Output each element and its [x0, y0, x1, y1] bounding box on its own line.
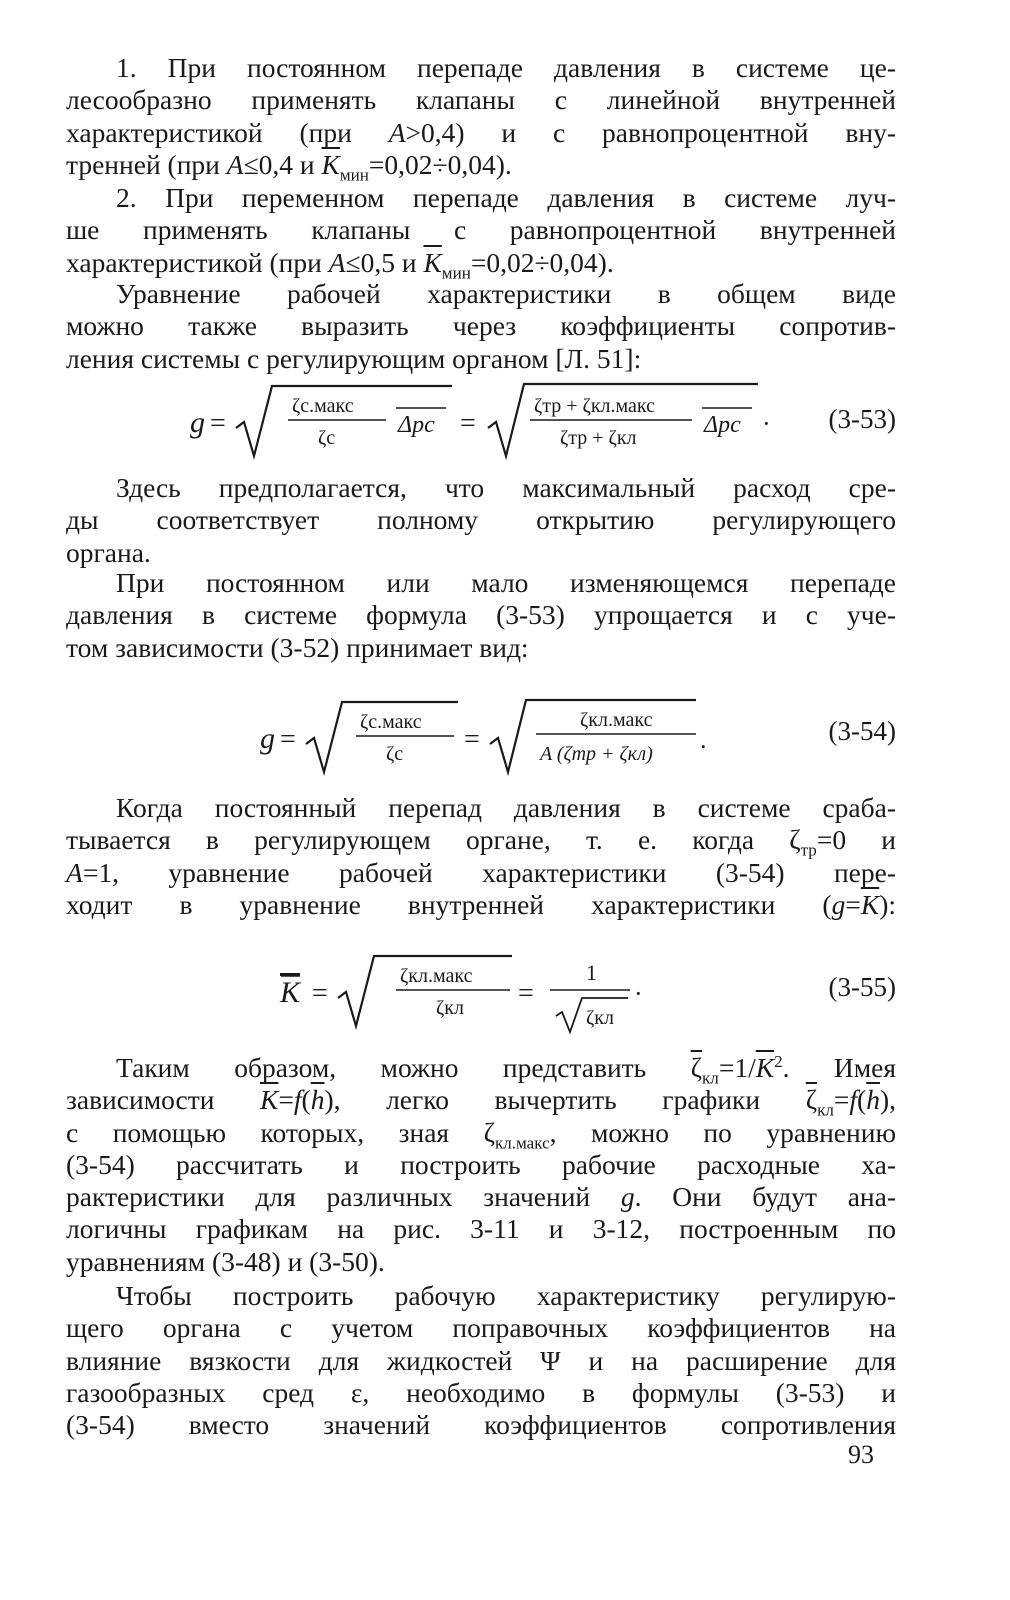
f53-dp-1: Δpс [398, 412, 435, 438]
f55-eq-1: = [312, 978, 328, 1009]
f53-num-2: ζтр + ζкл.макс [534, 395, 656, 417]
p7-line-2: зависимости $\overline{K}=f(\overline{h})$, легко вычертить графики $\overline{\zeta}_{кл}=f(\overline{h})$, [66, 1084, 896, 1120]
f54-den-1: ζс [386, 743, 404, 765]
equation-number-3-53: (3-53) [828, 404, 896, 434]
p8-line-1: Чтобы построить рабочую характеристику регулирую- [116, 1280, 896, 1311]
equation-number-3-55: (3-55) [828, 972, 896, 1002]
f54-eq-1: = [280, 724, 296, 755]
paragraph-8 [66, 1280, 896, 1441]
f55-num-1: ζкл.макс [400, 965, 473, 987]
p8-line-5: (3-54) вместо значений коэффициентов сопротивления [66, 1409, 896, 1441]
p3-line-1: Уравнение рабочей характеристики в общем виде [116, 278, 896, 309]
formula-3-54 [66, 694, 896, 780]
paragraph-7 [66, 1052, 896, 1278]
p8-line-4: газообразных сред ε, необходимо в формулы (3-53) и [66, 1376, 896, 1408]
paragraph-6 [66, 792, 896, 921]
p5-line-2: давления в системе формула (3-53) упрощается и с уче- [66, 599, 896, 631]
paragraph-1 [66, 52, 896, 185]
f53-dp-2: Δpс [704, 412, 741, 438]
p5-line-1: При постоянном или мало изменяющемся перепаде [116, 567, 896, 598]
f53-den-1: ζс [318, 427, 336, 449]
p6-line-2: тывается в регулирующем органе, т. е. когда $\zeta_{тр}=0$ и [66, 824, 896, 860]
f54-num-2: ζкл.макс [580, 709, 653, 731]
formula-3-53 [66, 378, 896, 464]
formula-3-54-graphic [66, 694, 896, 780]
f53-lhs: g [190, 406, 205, 439]
p1-line-3: характеристикой (при A>0,4) и с равнопроцентной вну- [66, 116, 896, 148]
p2-line-1: 2. При переменном перепаде давления в системе луч- [116, 182, 896, 213]
f55-den-1: ζкл [436, 997, 464, 1019]
p4-line-2: ды соответствует полному открытию регулирующего [66, 504, 896, 536]
p8-line-2: щего органа с учетом поправочных коэффициентов на [66, 1312, 896, 1344]
p1-line-2: лесообразно применять клапаны с линейной внутренней [66, 84, 896, 116]
f53-eq-2: = [460, 408, 476, 439]
f54-lhs: g [260, 722, 275, 755]
f53-num-1: ζс.макс [292, 395, 354, 417]
formula-3-53-graphic [66, 378, 896, 464]
p7-line-3: с помощью которых, зная $\zeta_{кл.макс}$, можно по уравнению [66, 1116, 896, 1153]
p6-line-1: Когда постоянный перепад давления в системе сраба- [116, 792, 896, 823]
f53-eq-1: = [210, 408, 226, 439]
f54-dot: . [700, 725, 707, 754]
p6-line-3: A=1, уравнение рабочей характеристики (3-54) пере- [66, 856, 896, 888]
p6-line-4: ходит в уравнение внутренней характеристики $(g=\overline{K})$: [66, 888, 896, 920]
f53-den-2: ζтр + ζкл [560, 427, 637, 449]
paragraph-5 [66, 567, 896, 664]
p4-line-1: Здесь предполагается, что максимальный расход сре- [116, 472, 896, 503]
f55-dot: · [634, 979, 643, 1008]
p7-line-4: (3-54) рассчитать и построить рабочие расходные ха- [66, 1148, 896, 1180]
paragraph-2 [66, 182, 896, 283]
p7-line-5: рактеристики для различных значений g. Они будут ана- [66, 1181, 896, 1213]
p1-line-4: тренней (при A≤0,4 и $\overline{K}_{мин}=0,02\div 0,04$). [66, 148, 512, 185]
equation-number-3-54: (3-54) [828, 716, 896, 746]
p2-line-3: характеристикой (при A≤0,5 и $\overline{K}_{мин}=0,02\div 0,04$). [66, 246, 614, 283]
p4-line-3: органа. [66, 536, 151, 568]
formula-3-55-graphic [66, 948, 896, 1034]
page-number: 93 [848, 1440, 874, 1469]
f54-eq-2: = [464, 724, 480, 755]
p8-line-3: влияние вязкости для жидкостей Ψ и на расширение для [66, 1344, 896, 1376]
p3-line-3: ления системы с регулирующим органом [Л. 51]: [66, 342, 642, 374]
f55-eq-2: = [518, 978, 534, 1009]
f53-dot: · [762, 409, 771, 438]
p7-line-7: уравнениям (3-48) и (3-50). [66, 1245, 385, 1277]
p3-line-2: можно также выразить через коэффициенты сопротив- [66, 310, 896, 342]
p2-line-2: ше применять клапаны с равнопроцентной внутренней [66, 214, 896, 246]
p7-line-1: Таким образом, можно представить $\overline{\zeta}_{кл}=1/\overline{K}^2$. Имея [116, 1051, 896, 1088]
f54-den-2: A (ζтр + ζкл) [540, 743, 653, 765]
f55-den-2: ζкл [586, 1007, 614, 1029]
f55-num-2: 1 [586, 960, 597, 985]
f55-lhs: K [280, 976, 301, 1009]
p7-line-6: логичны графикам на рис. 3-11 и 3-12, построенным по [66, 1213, 896, 1245]
paragraph-4 [66, 472, 896, 569]
formula-3-55 [66, 948, 896, 1034]
paragraph-3 [66, 278, 896, 375]
f54-num-1: ζс.макс [360, 711, 422, 733]
p5-line-3: том зависимости (3-52) принимает вид: [66, 631, 529, 663]
p1-line-1: 1. При постоянном перепаде давления в системе це- [116, 52, 896, 83]
